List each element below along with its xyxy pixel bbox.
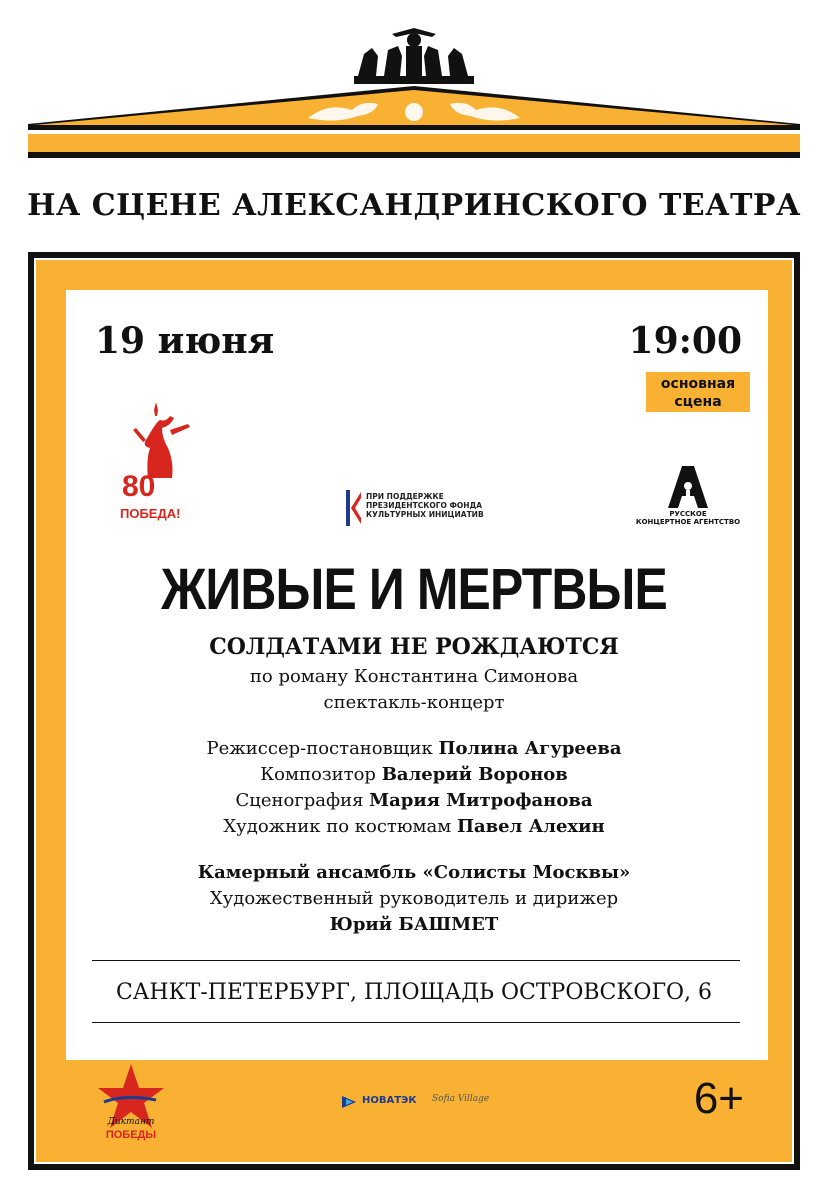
stage-badge	[646, 372, 750, 412]
age-rating: 6+	[693, 1074, 744, 1123]
agency-line-2: КОНЦЕРТНОЕ АГЕНТСТВО	[635, 518, 741, 526]
divider-bottom	[92, 1022, 740, 1023]
victory-text: ПОБЕДА!	[120, 506, 181, 521]
venue-address: САНКТ-ПЕТЕРБУРГ, ПЛОЩАДЬ ОСТРОВСКОГО, 6	[115, 980, 713, 1005]
victory-number: 80	[122, 470, 156, 503]
ensemble-conductor: Юрий БАШМЕТ	[329, 914, 499, 935]
agency-line-1: РУССКОЕ	[669, 510, 707, 518]
credit-name: Полина Агуреева	[438, 738, 622, 759]
fund-line-1: ПРИ ПОДДЕРЖКЕ	[366, 492, 444, 501]
event-date: 19 июня	[95, 320, 275, 362]
agency-mark-icon	[668, 466, 708, 508]
ensemble-name: Камерный ансамбль «Солисты Москвы»	[197, 862, 631, 883]
novatek-text: НОВАТЭК	[362, 1095, 417, 1106]
play-source: по роману Константина Симонова	[249, 666, 579, 687]
event-time: 19:00	[628, 320, 742, 362]
play-title: ЖИВЫЕ И МЕРТВЫЕ	[161, 557, 667, 622]
concert-agency-logo	[634, 466, 742, 530]
fund-mark-icon	[346, 490, 362, 526]
credit-name: Валерий Воронов	[381, 764, 568, 785]
agency-text	[634, 510, 742, 526]
credit-line-costumes	[0, 816, 828, 837]
credit-name: Мария Митрофанова	[369, 790, 593, 811]
credit-role: Сценография	[235, 790, 370, 811]
credit-role: Композитор	[260, 764, 382, 785]
victory-80-logo	[116, 400, 196, 530]
presidential-fund-logo	[346, 490, 516, 528]
fund-line-2: ПРЕЗИДЕНТСКОГО ФОНДА	[366, 501, 483, 510]
credit-role: Художник по костюмам	[223, 816, 458, 837]
sponsor-2-logo-text: Sofia Village	[432, 1094, 490, 1104]
divider-top	[92, 960, 740, 961]
credit-line-director	[0, 738, 828, 759]
play-subtitle: СОЛДАТАМИ НЕ РОЖДАЮТСЯ	[209, 634, 619, 660]
credit-role: Режиссер-постановщик	[206, 738, 439, 759]
quadriga-icon	[354, 28, 474, 84]
novatek-mark-icon	[342, 1094, 358, 1110]
stage-badge-line1: основная	[660, 376, 736, 392]
novatek-logo	[342, 1092, 422, 1112]
fund-text	[366, 492, 484, 519]
play-genre: спектакль-концерт	[323, 692, 505, 713]
diktant-line-1: Диктант	[107, 1117, 155, 1127]
ensemble-role: Художественный руководитель и дирижер	[209, 888, 619, 909]
theatre-title: НА СЦЕНЕ АЛЕКСАНДРИНСКОГО ТЕАТРА	[27, 188, 801, 223]
credit-line-scenography	[0, 790, 828, 811]
diktant-line-2: ПОБЕДЫ	[105, 1129, 157, 1141]
stage-badge-line2: сцена	[674, 394, 722, 410]
diktant-pobedy-logo	[96, 1062, 166, 1142]
fund-line-3: КУЛЬТУРНЫХ ИНИЦИАТИВ	[366, 510, 484, 519]
credit-line-composer	[0, 764, 828, 785]
credit-name: Павел Алехин	[457, 816, 605, 837]
theatre-pediment-logo	[28, 28, 800, 158]
motherland-statue-icon	[133, 402, 190, 478]
